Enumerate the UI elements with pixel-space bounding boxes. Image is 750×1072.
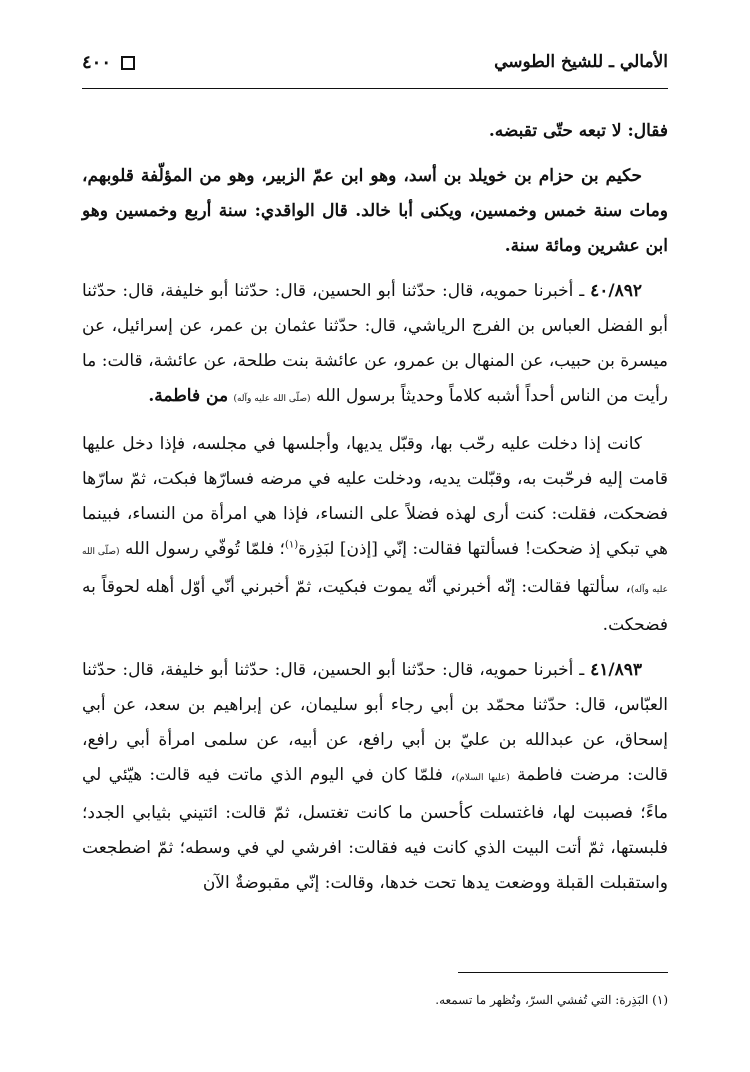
salutation-text: (صلّى الله عليه وآله) xyxy=(233,394,311,404)
paragraph-2-text: حكيم بن حزام بن خويلد بن أسد، وهو ابن عمّ الزبير، وهو من المؤلّفة قلوبهم، ومات سنة خمس وخمسين، ويكنى أبا خالد. قال الواقدي: سنة أربع وخمسين وهو ابن عشرين ومائة سنة. xyxy=(82,166,668,256)
hadith-893-text-a: ـ أخبرنا حمويه، قال: حدّثنا أبو الحسين، قال: حدّثنا أبو خليفة، قال: حدّثنا العبّاس، قال: حدّثنا محمّد بن أبي رجاء أبو سليمان، عن إبراهيم بن سعد، عن أبي إسحاق، عن عبدالله بن عليّ بن أبي رافع، عن أبيه، عن سلمى امرأة أبي رافع، قالت: مرضت فاطمة xyxy=(82,660,669,785)
salutation-text: (صلّى الله عليه وآله) xyxy=(82,547,668,595)
paragraph-1-text: فقال: لا تبعه حتّى تقبضه. xyxy=(488,121,668,141)
page-header xyxy=(82,50,668,82)
narration-text-a: كانت إذا دخلت عليه رحّب بها، وقبّل يديها، وأجلسها في مجلسه، فإذا دخل عليها قامت إليه فرحّبت به، وقبّلت يديه، ودخلت عليه في مرضه فسارّها فبكت، ثمّ سارّها فضحكت، فقلت: كنت أرى لهذه فضلاً على النساء، فإذا هي امرأة من النساء، فبينما هي تبكي إذ ضحكت! فسألتها فقالت: إنّي [إذن] لبَذِرة xyxy=(82,434,669,559)
narration-text-b: ؛ فلمّا تُوفّي رسول الله xyxy=(125,539,285,559)
running-title: الأمالي ـ للشيخ الطوسي xyxy=(494,52,668,72)
main-text xyxy=(82,114,668,911)
hadith-892-text: ـ أخبرنا حمويه، قال: حدّثنا أبو الحسين، قال: حدّثنا أبو خليفة، قال: حدّثنا أبو الفضل العباس بن الفرج الرياشي، قال: حدّثنا عثمان بن عمر، عن إسرائيل، عن ميسرة بن حبيب، عن المنهال بن عمرو، عن عائشة بنت طلحة، عن عائشة، قالت: ما رأيت من الناس أحداً أشبه كلاماً وحديثاً برسول الله xyxy=(82,281,668,406)
page-number-block xyxy=(82,52,135,73)
hadith-number: ٤٠/٨٩٢ xyxy=(590,281,643,301)
hadith-893-text-b: ، فلمّا كان في اليوم الذي ماتت فيه قالت: هيّئي لي ماءً؛ فصببت لها، فاغتسلت كأحسن ما كانت تغتسل، ثمّ قالت: ائتيني بثيابي الجدد؛ فلبستها، ثمّ أتت البيت الذي كانت فيه فقالت: افرشي لي في وسطه؛ ثمّ اضطجعت واستقبلت القبلة ووضعت يدها تحت خدها، وقالت: إنّي مقبوضةٌ الآن xyxy=(82,765,668,893)
footnote-divider xyxy=(458,972,668,973)
salutation-text: (عليها السلام) xyxy=(455,773,510,783)
header-divider xyxy=(82,88,668,89)
hadith-892-ending: من فاطمة. xyxy=(148,386,229,406)
footnote-marker: (١) xyxy=(652,993,668,1007)
hadith-893 xyxy=(82,653,668,901)
narration-text-c: ، سألتها فقالت: إنّه أخبرني أنّه يموت فبكيت، ثمّ أخبرني أنّي أوّل أهله لحوقاً به فضحكت. xyxy=(82,577,668,635)
narration-paragraph xyxy=(82,427,668,643)
paragraph-2 xyxy=(82,159,668,264)
footnote-reference: (١) xyxy=(284,539,299,551)
square-ornament-icon xyxy=(121,56,135,70)
footnote xyxy=(82,990,668,1010)
hadith-number: ٤١/٨٩٣ xyxy=(590,660,643,680)
footnote-text: البَذِرة: التي تُفشي السرّ، وتُظهر ما تسمعه. xyxy=(435,993,649,1007)
paragraph-1 xyxy=(82,114,668,149)
page-number: ٤٠٠ xyxy=(82,52,112,73)
hadith-892 xyxy=(82,274,668,417)
